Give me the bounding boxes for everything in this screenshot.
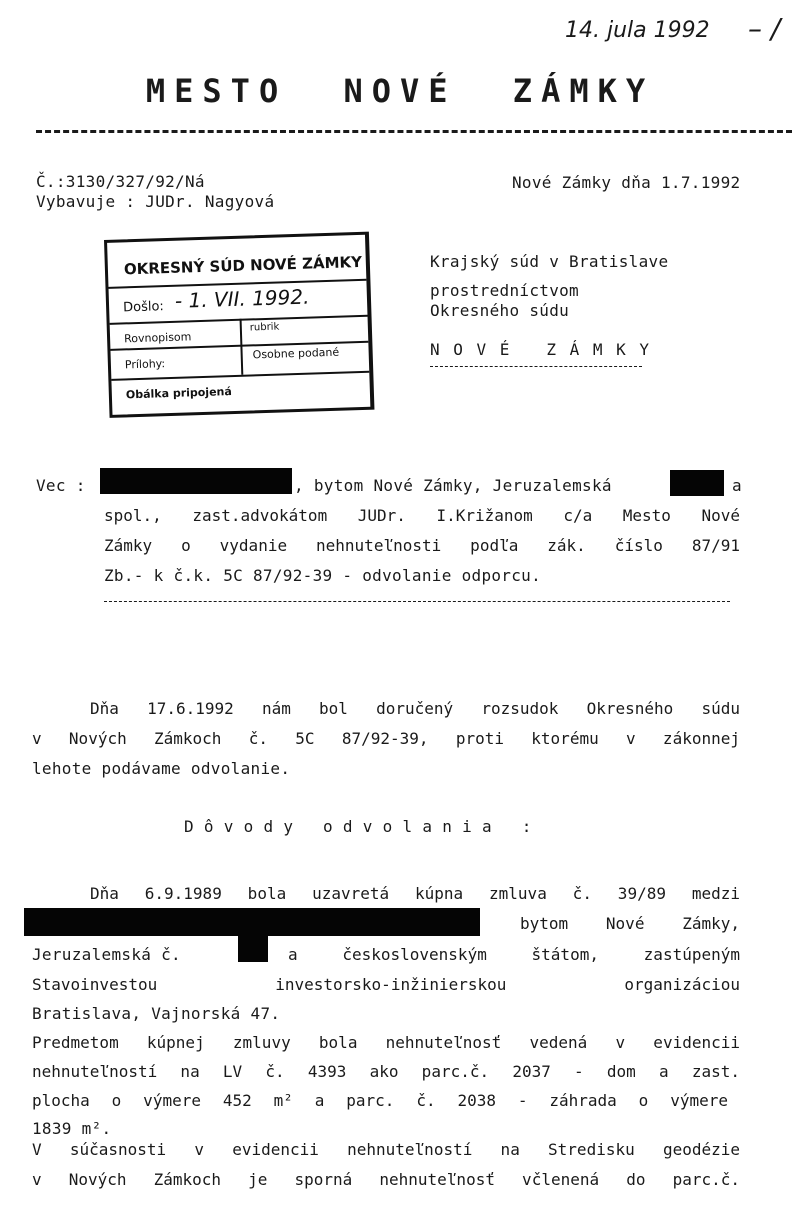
body-line11: v Nových Zámkoch je sporná nehnuteľnosť včlenená do parc.č. <box>32 1170 740 1189</box>
body-line5: Bratislava, Vajnorská 47. <box>32 1004 281 1023</box>
court-stamp <box>104 232 374 418</box>
subject-line4: Zb.- k č.k. 5C 87/92-39 - odvolanie odporcu. <box>104 566 542 585</box>
recipient-underline <box>430 366 642 367</box>
stamp-personally-label: Osobne podané <box>252 345 340 362</box>
stamp-attachments-label: Prílohy: <box>124 357 166 372</box>
redacted-number <box>670 470 724 496</box>
header-divider <box>36 130 792 133</box>
stamp-received-label: Došlo: <box>122 299 165 316</box>
body-line8: plocha o výmere 452 m² a parc. č. 2038 - záhrada o výmere <box>32 1091 728 1110</box>
body-line3-start: Jeruzalemská č. <box>32 945 181 964</box>
handwritten-mark: – / <box>748 12 781 45</box>
place-date: Nové Zámky dňa 1.7.1992 <box>512 173 741 192</box>
recipient-court: Krajský súd v Bratislave <box>430 252 669 271</box>
stamp-title: OKRESNÝ SÚD NOVÉ ZÁMKY <box>123 252 363 279</box>
recipient-via: prostredníctvom <box>430 281 579 300</box>
body-line1: Dňa 6.9.1989 bola uzavretá kúpna zmluva č. 39/89 medzi <box>90 884 740 903</box>
recipient-city: N O V É Z Á M K Y <box>430 340 652 359</box>
body-line2-end: bytom Nové Zámky, <box>520 914 740 933</box>
handled-by: Vybavuje : JUDr. Nagyová <box>36 192 275 211</box>
handwritten-date: 14. jula 1992 <box>565 18 710 43</box>
body-line7: nehnuteľností na LV č. 4393 ako parc.č. 2037 - dom a zast. <box>32 1062 740 1081</box>
intro-line1: Dňa 17.6.1992 nám bol doručený rozsudok Okresného súdu <box>90 699 740 718</box>
redacted-names <box>24 908 480 936</box>
intro-line2: v Nových Zámkoch č. 5C 87/92-39, proti ktorému v zákonnej <box>32 729 740 748</box>
subject-underline <box>104 601 730 602</box>
body-line6: Predmetom kúpnej zmluvy bola nehnuteľnosť vedená v evidencii <box>32 1033 740 1052</box>
stamp-copies-label: Rovnopisom <box>123 330 192 346</box>
stamp-envelope-label: Obálka pripojená <box>125 385 233 402</box>
stamp-register-label: rubrik <box>249 321 280 334</box>
intro-line3: lehote podávame odvolanie. <box>32 759 291 778</box>
redacted-name <box>100 468 292 494</box>
reasons-heading: D ô v o d y o d v o l a n i a : <box>184 817 532 836</box>
reference-number: Č.:3130/327/92/Ná <box>36 172 205 191</box>
body-line10: V súčasnosti v evidencii nehnuteľností na Stredisku geodézie <box>32 1140 740 1159</box>
stamp-received-value: - 1. VII. 1992. <box>174 284 310 313</box>
recipient-district-court: Okresného súdu <box>430 301 570 320</box>
subject-line2: spol., zast.advokátom JUDr. I.Križanom c/a Mesto Nové <box>104 506 740 525</box>
page-title: MESTO NOVÉ ZÁMKY <box>145 72 655 110</box>
body-line9: 1839 m². <box>32 1119 112 1138</box>
body-line3-end: a československým štátom, zastúpeným <box>288 945 740 964</box>
stamp-divider <box>110 315 368 325</box>
redacted-house-number <box>238 936 268 962</box>
body-line4: Stavoinvestou investorsko-inžinierskou organizáciou <box>32 975 740 994</box>
subject-line3: Zámky o vydanie nehnuteľnosti podľa zák. číslo 87/91 <box>104 536 740 555</box>
subject-label: Vec : <box>36 476 86 495</box>
subject-line1-end: a <box>732 476 742 495</box>
subject-line1: , bytom Nové Zámky, Jeruzalemská <box>294 476 612 495</box>
